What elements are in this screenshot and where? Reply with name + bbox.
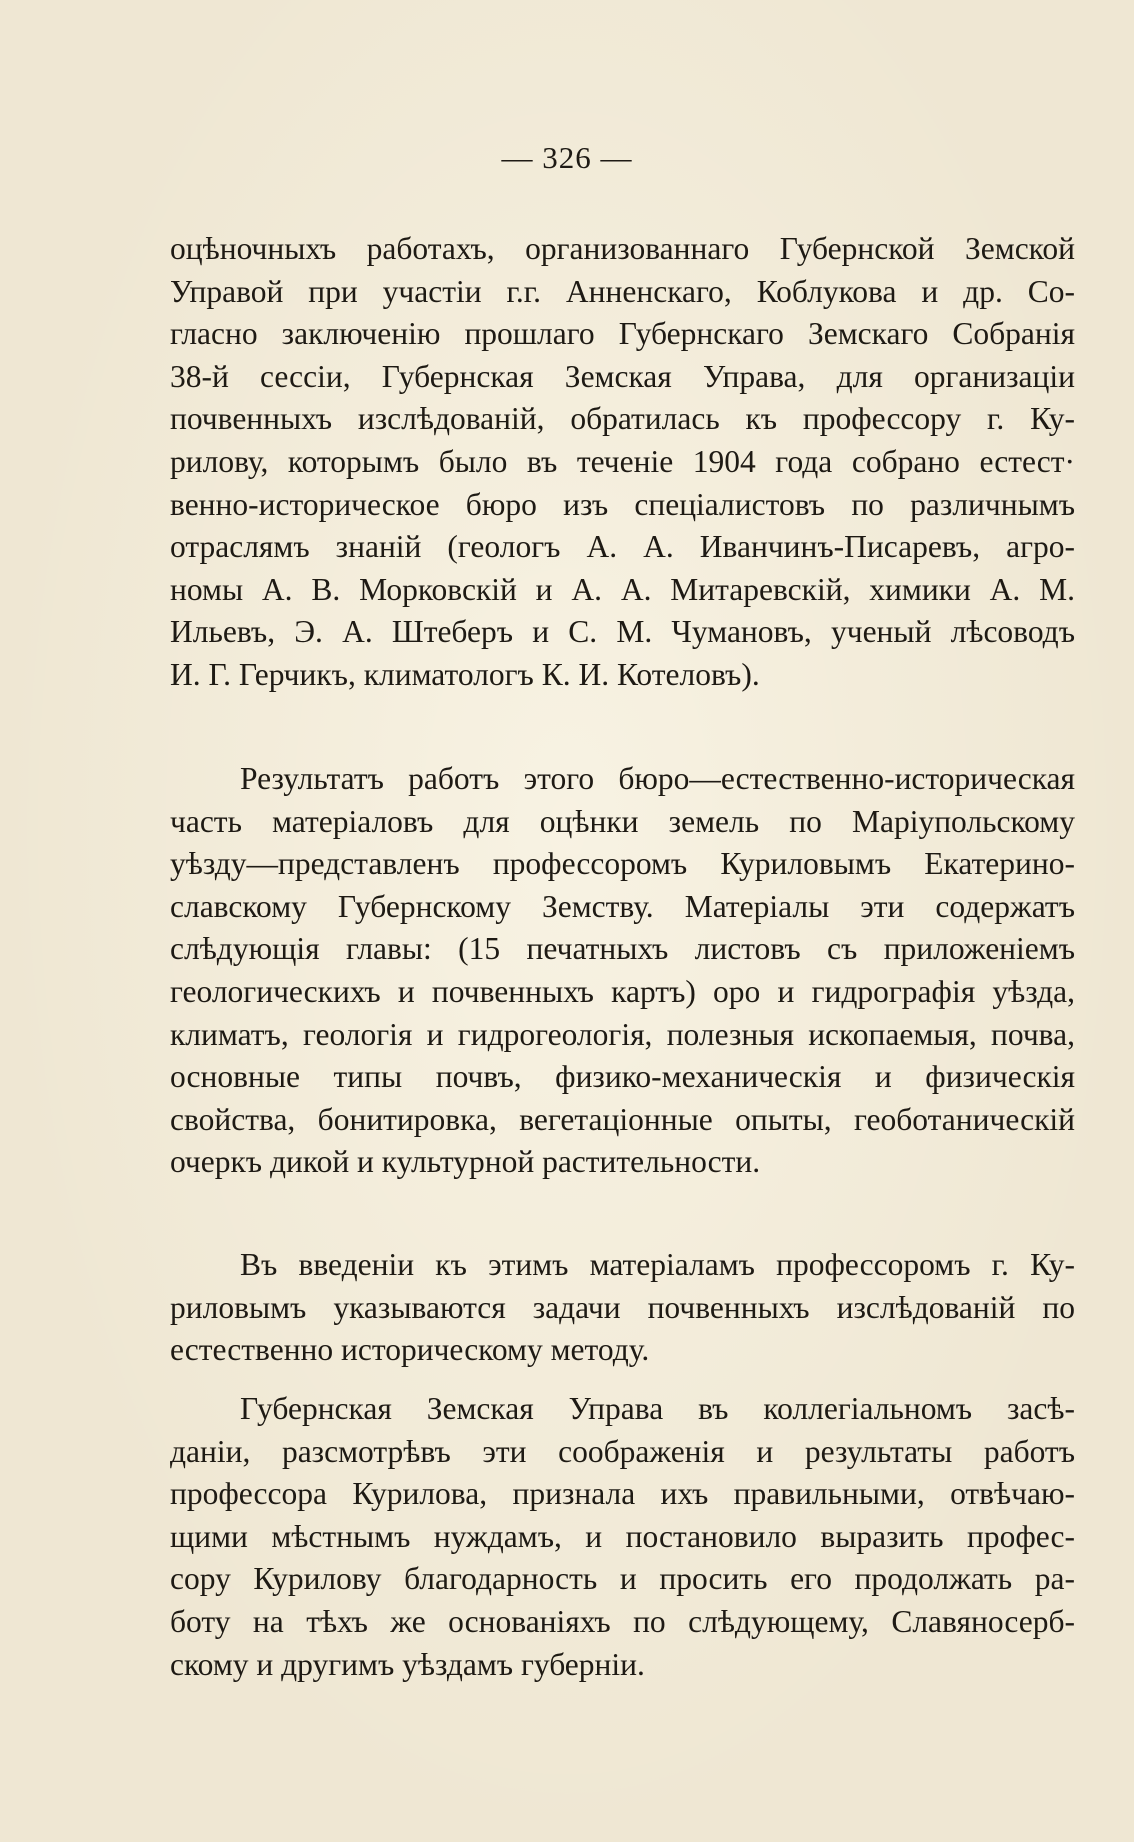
text-line: щими мѣстнымъ нуждамъ, и постановило выразить профес- bbox=[170, 1518, 1075, 1554]
text-line: Ильевъ, Э. А. Штеберъ и С. М. Чумановъ, ученый лѣсоводъ bbox=[170, 614, 1075, 650]
text-line: боту на тѣхъ же основаніяхъ по слѣдующему, Славяносерб- bbox=[170, 1603, 1075, 1639]
text-line: естественно историческому методу. bbox=[170, 1332, 650, 1368]
text-line: сору Курилову благодарность и просить его продолжать ра- bbox=[170, 1561, 1075, 1597]
text-line: даніи, разсмотрѣвъ эти соображенія и результаты работъ bbox=[170, 1433, 1075, 1469]
paragraph-2 bbox=[170, 758, 1075, 1184]
text-line: И. Г. Герчикъ, климатологъ К. И. Котеловъ). bbox=[170, 656, 760, 692]
paragraph-3 bbox=[170, 1244, 1075, 1372]
text-line: слѣдующія главы: (15 печатныхъ листовъ съ приложеніемъ bbox=[170, 931, 1075, 967]
text-line: Результатъ работъ этого бюро—естественно-историческая bbox=[240, 761, 1075, 796]
text-line: гласно заключенію прошлаго Губернскаго Земскаго Собранія bbox=[170, 316, 1075, 352]
text-line: основные типы почвъ, физико-механическія и физическія bbox=[170, 1059, 1075, 1095]
text-line: климатъ, геологія и гидрогеологія, полезныя ископаемыя, почва, bbox=[170, 1016, 1075, 1052]
text-line: Управой при участіи г.г. Анненскаго, Коблукова и др. Со- bbox=[170, 273, 1075, 309]
text-line: почвенныхъ изслѣдованій, обратилась къ профессору г. Ку- bbox=[170, 401, 1075, 437]
text-line: 38-й сессіи, Губернская Земская Управа, для организаціи bbox=[170, 358, 1075, 394]
text-line: отраслямъ знаній (геологъ А. А. Иванчинъ-Писаревъ, агро- bbox=[170, 529, 1075, 565]
paragraph-4 bbox=[170, 1388, 1075, 1686]
text-line: геологическихъ и почвенныхъ картъ) оро и гидрографія уѣзда, bbox=[170, 973, 1075, 1009]
text-line: часть матеріаловъ для оцѣнки земель по Маріупольскому bbox=[170, 803, 1075, 839]
text-line: венно-историческое бюро изъ спеціалистовъ по различнымъ bbox=[170, 486, 1075, 522]
page-number: — 326 — bbox=[501, 140, 633, 175]
text-line: оцѣночныхъ работахъ, организованнаго Губернской Земской bbox=[170, 231, 1075, 266]
text-line: номы А. В. Морковскій и А. А. Митаревскій, химики А. М. bbox=[170, 571, 1075, 607]
text-line: славскому Губернскому Земству. Матеріалы эти содержатъ bbox=[170, 888, 1075, 924]
text-line: уѣзду—представленъ профессоромъ Куриловымъ Екатерино- bbox=[170, 846, 1075, 882]
text-line: риловымъ указываются задачи почвенныхъ изслѣдованій по bbox=[170, 1289, 1075, 1325]
paragraph-1 bbox=[170, 228, 1075, 697]
text-line: Губернская Земская Управа въ коллегіальномъ засѣ- bbox=[240, 1391, 1075, 1426]
text-line: свойства, бонитировка, вегетаціонные опыты, геоботаническій bbox=[170, 1101, 1075, 1137]
body-text bbox=[170, 228, 1075, 1682]
text-line: профессора Курилова, признала ихъ правильными, отвѣчаю- bbox=[170, 1476, 1075, 1512]
text-line: очеркъ дикой и культурной растительности. bbox=[170, 1144, 761, 1180]
text-line: скому и другимъ уѣздамъ губерніи. bbox=[170, 1646, 645, 1682]
text-line: рилову, которымъ было въ теченіе 1904 года собрано естест· bbox=[170, 443, 1075, 479]
text-line: Въ введеніи къ этимъ матеріаламъ профессоромъ г. Ку- bbox=[240, 1247, 1075, 1282]
